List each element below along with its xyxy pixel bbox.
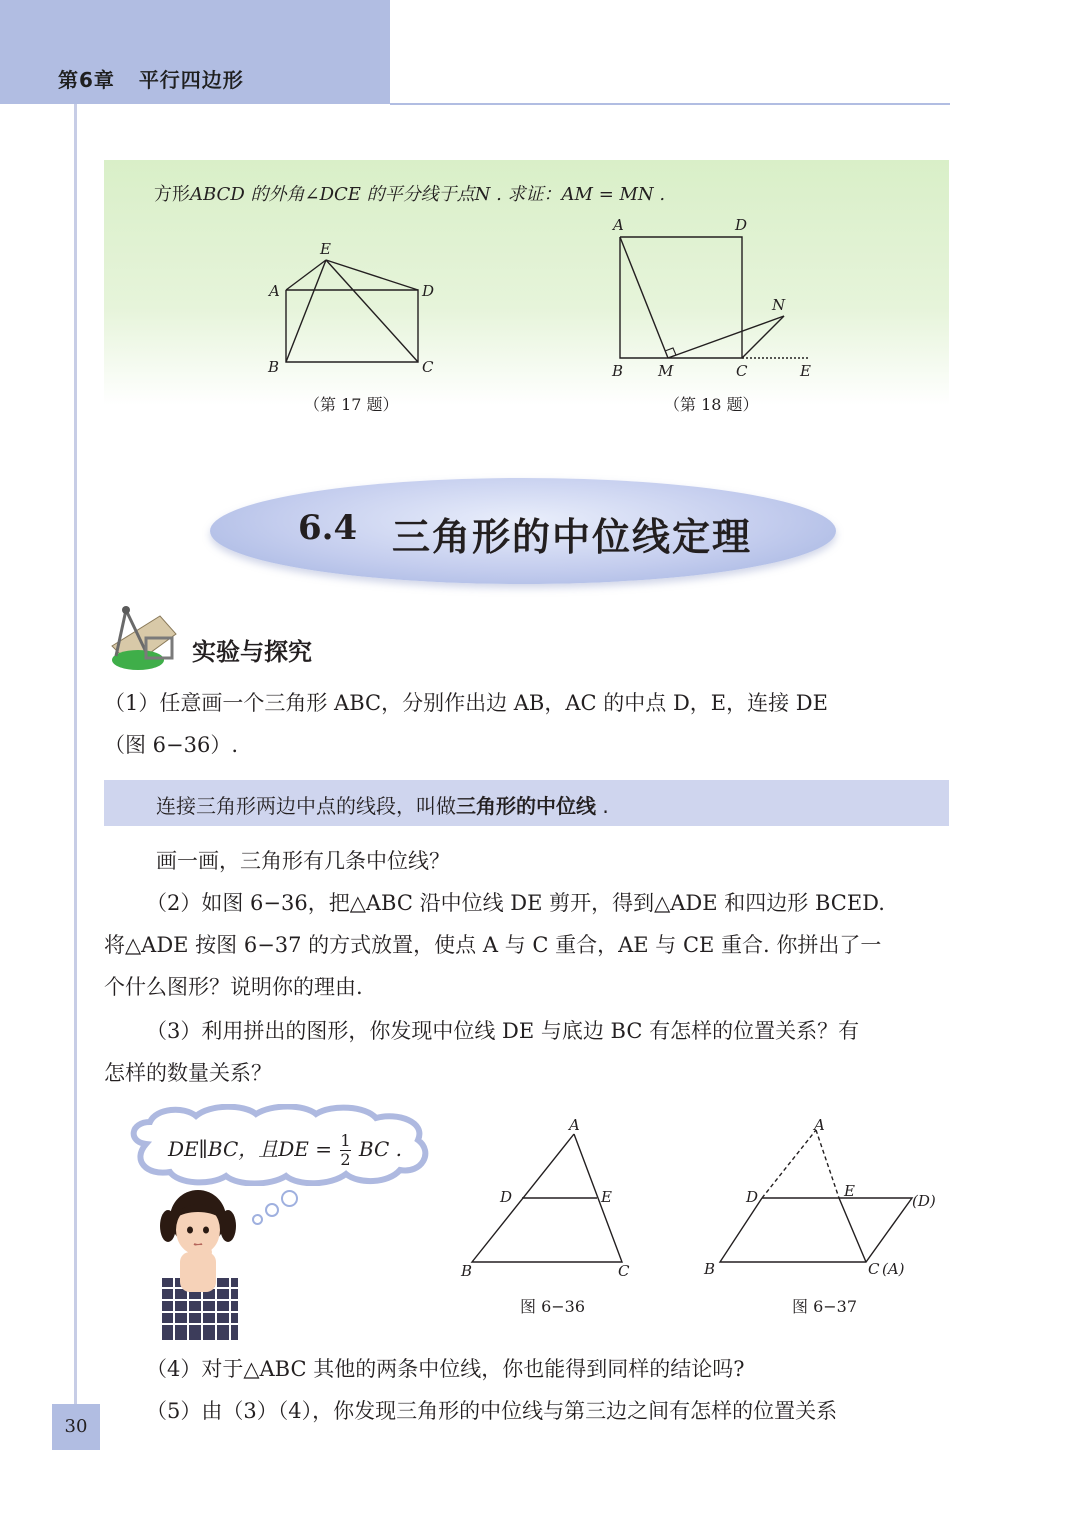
fig18-label-m: M xyxy=(658,362,674,380)
exercise-text xyxy=(154,180,665,206)
fig37-label-e: E xyxy=(844,1182,855,1200)
fig18-label-n: N xyxy=(772,296,786,314)
fig37-label-c: C xyxy=(868,1260,880,1278)
paragraph-2 xyxy=(104,840,950,882)
thought-bubble-medium xyxy=(265,1203,279,1217)
fig37-label-ca: (A) xyxy=(882,1260,905,1278)
paragraph-4 xyxy=(104,1010,950,1094)
fig18-label-e: E xyxy=(800,362,811,380)
page-number-box xyxy=(52,1404,100,1450)
fig18-caption: （第 18 题） xyxy=(664,395,759,414)
fig37-dashed-ae xyxy=(816,1130,839,1198)
fig37-caption: 图 6−37 xyxy=(792,1297,858,1316)
paragraph-5-line-1: （4）对于△ABC 其他的两条中位线，你也能得到同样的结论吗? xyxy=(146,1357,745,1381)
fig37-dashed-da xyxy=(762,1130,816,1198)
fig17-label-b: B xyxy=(268,358,280,373)
figure-6-36 xyxy=(456,1116,646,1286)
paragraph-3-line-1: （2）如图 6−36，把△ABC 沿中位线 DE 剪开，得到△ADE 和四边形 BCED. xyxy=(146,891,885,915)
fig36-label-a: A xyxy=(569,1116,580,1134)
fig18-segment-cn xyxy=(742,316,784,358)
paragraph-3-line-3: 个什么图形？说明你的理由. xyxy=(104,975,363,999)
figure-17 xyxy=(264,238,444,373)
paragraph-6 xyxy=(104,1390,950,1432)
thought-text-before: DE∥BC，且DE = xyxy=(168,1137,339,1161)
thought-bubble-small xyxy=(252,1214,263,1225)
fig37-parallelogram xyxy=(720,1198,912,1262)
paragraph-5 xyxy=(104,1348,950,1390)
fig37-segment-ec xyxy=(839,1198,866,1262)
activity-title: 实验与探究 xyxy=(192,638,312,666)
fraction-numerator: 1 xyxy=(340,1131,351,1150)
girl-illustration xyxy=(150,1188,250,1340)
fig37-label-b: B xyxy=(704,1260,716,1278)
exercise-text-prefix: 方形 xyxy=(154,184,190,205)
fig17-caption: （第 17 题） xyxy=(304,395,399,414)
fig36-label-d: D xyxy=(500,1188,513,1206)
compass-ruler-icon xyxy=(102,604,182,674)
paragraph-1 xyxy=(104,682,950,766)
fig17-rectangle xyxy=(286,290,418,362)
definition-prefix: 连接三角形两边中点的线段，叫做 xyxy=(156,794,456,818)
paragraph-1-line-1: （1）任意画一个三角形 ABC，分别作出边 AB，AC 的中点 D，E，连接 DE xyxy=(104,691,828,715)
thought-text-after: BC . xyxy=(352,1137,402,1161)
figure-18 xyxy=(608,212,823,382)
fig37-label-d: D xyxy=(746,1188,759,1206)
fig17-label-d: D xyxy=(422,282,435,300)
fig17-label-a: A xyxy=(269,282,280,300)
chapter-heading xyxy=(58,64,244,93)
fig37-label-dd: (D) xyxy=(912,1192,936,1210)
fig36-label-b: B xyxy=(461,1262,473,1280)
header-rule xyxy=(390,103,950,105)
fig18-label-c: C xyxy=(736,362,748,380)
chapter-label: 第6章 xyxy=(58,68,115,92)
definition-term: 三角形的中位线 xyxy=(456,794,596,818)
fig18-segment-mn xyxy=(668,316,784,358)
fig37-label-a: A xyxy=(814,1116,825,1134)
fig36-label-c: C xyxy=(618,1262,630,1280)
paragraph-3-line-2: 将△ADE 按图 6−37 的方式放置，使点 A 与 C 重合，AE 与 CE 重合. 你拼出了一 xyxy=(104,933,882,957)
page-number: 30 xyxy=(64,1416,88,1437)
fig36-caption: 图 6−36 xyxy=(520,1297,586,1316)
thought-text xyxy=(168,1132,402,1169)
paragraph-2-line-1: 画一画，三角形有几条中位线？ xyxy=(156,849,450,873)
chapter-name: 平行四边形 xyxy=(138,68,244,92)
section-number: 6.4 xyxy=(298,508,358,548)
fig18-label-a: A xyxy=(613,216,624,234)
thought-fraction xyxy=(340,1132,350,1169)
definition-suffix: . xyxy=(596,794,609,818)
fig17-label-c: C xyxy=(422,358,434,373)
fraction-denominator: 2 xyxy=(340,1150,351,1169)
paragraph-6-line-1: （5）由（3）（4），你发现三角形的中位线与第三边之间有怎样的位置关系 xyxy=(146,1399,838,1423)
thought-bubble-large xyxy=(281,1190,298,1207)
fig18-label-b: B xyxy=(612,362,624,380)
fig18-square xyxy=(620,237,742,358)
paragraph-4-line-1: （3）利用拼出的图形，你发现中位线 DE 与底边 BC 有怎样的位置关系？有 xyxy=(146,1019,860,1043)
fig18-segment-am xyxy=(620,237,668,358)
exercise-text-main: ABCD 的外角∠DCE 的平分线于点N . 求证：AM = MN . xyxy=(190,184,666,205)
definition-box xyxy=(104,780,949,826)
paragraph-1-line-2: （图 6−36）. xyxy=(104,733,239,757)
exercise-box xyxy=(104,160,949,414)
fig18-label-d: D xyxy=(735,216,748,234)
fig17-label-e: E xyxy=(320,240,331,258)
paragraph-4-line-2: 怎样的数量关系？ xyxy=(104,1061,272,1085)
fig36-label-e: E xyxy=(601,1188,612,1206)
definition-text xyxy=(156,790,609,819)
margin-rule xyxy=(74,104,77,1434)
paragraph-3 xyxy=(104,882,950,1008)
figure-6-37 xyxy=(700,1116,950,1286)
section-title: 三角形的中位线定理 xyxy=(392,514,753,559)
